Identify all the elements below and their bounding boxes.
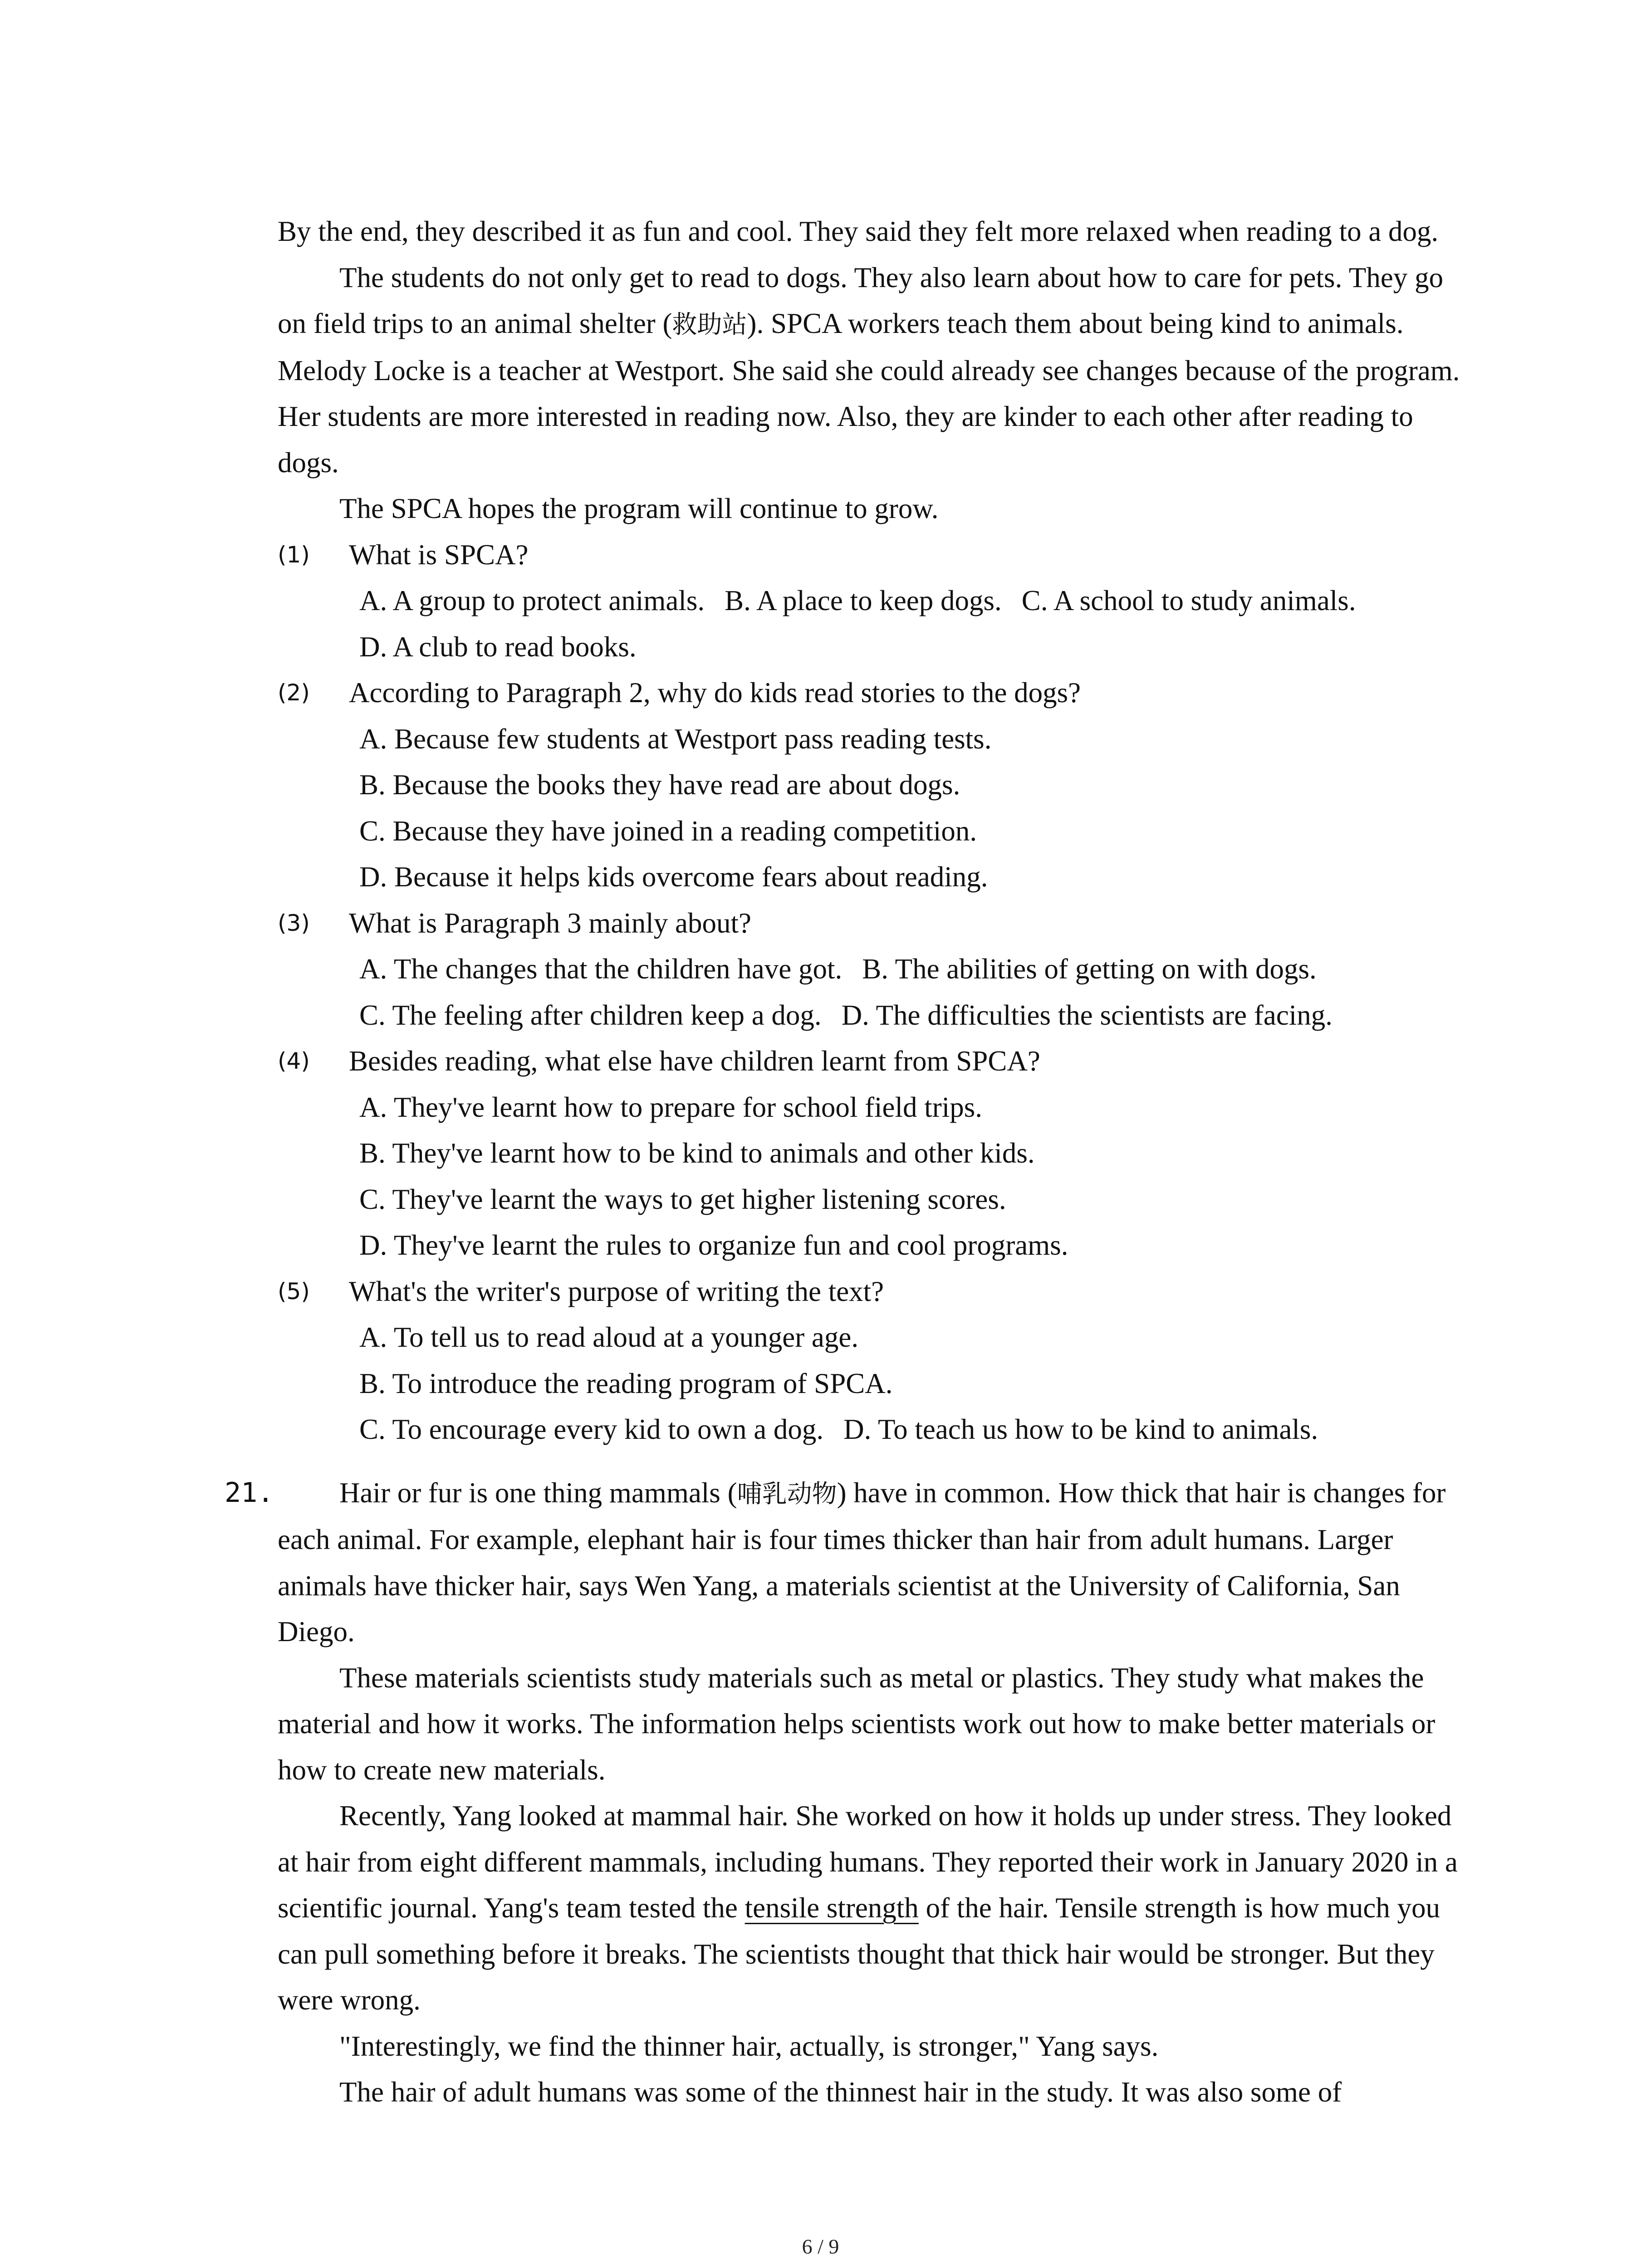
answer-option: D. Because it helps kids overcome fears about reading.	[359, 861, 988, 893]
question-number: (1)	[278, 541, 310, 568]
page-number: 6 / 9	[802, 2235, 839, 2258]
passage21-paragraph-4: "Interestingly, we find the thinner hair, actually, is stronger," Yang says.	[339, 2030, 1159, 2062]
question-4	[278, 1038, 1466, 1085]
option-line	[278, 992, 1466, 1039]
question-number: (2)	[278, 679, 310, 706]
answer-option: A. The changes that the children have got.	[359, 953, 843, 985]
answer-option: D. To teach us how to be kind to animals.	[843, 1413, 1318, 1445]
option-line	[278, 1315, 1466, 1361]
question-stem: What is Paragraph 3 mainly about?	[349, 907, 751, 939]
chinese-gloss: 哺乳动物	[737, 1479, 837, 1508]
option-line	[278, 1222, 1466, 1269]
answer-option: A. Because few students at Westport pass reading tests.	[359, 723, 992, 755]
text-run: ) have in common. How thick that hair is changes for each animal. For example, elephant hair is four times thicker than hair from adult humans. Larger animals have thicker hair, says Wen Yang, a materials scientist at the University of California, San Diego.	[278, 1476, 1446, 1647]
question-number: (4)	[278, 1048, 310, 1074]
option-line	[278, 1085, 1466, 1131]
answer-option: C. A school to study animals.	[1021, 585, 1356, 616]
question-number: (5)	[278, 1278, 310, 1305]
text-run: Recently, Yang looked at mammal hair. She worked on how it holds up under stress. They looked at hair from eight different mammals, including humans. They reported their work in January 2020 in a scientific journal. Yang's team tested the	[278, 1800, 1458, 1924]
option-line	[278, 946, 1466, 992]
answer-option: C. The feeling after children keep a dog.	[359, 999, 822, 1031]
option-line	[278, 808, 1466, 855]
question-5	[278, 1269, 1466, 1315]
passage20-paragraph-3: The SPCA hopes the program will continue to grow.	[339, 493, 939, 524]
option-line	[278, 1361, 1466, 1407]
answer-option: B. To introduce the reading program of SPCA.	[359, 1367, 893, 1399]
text-run: The students do not only get to read to dogs. They also learn about how to care for pets. They go on field trips to an animal shelter (	[278, 261, 1444, 339]
passage21-paragraph-2: These materials scientists study materials such as metal or plastics. They study what makes the material and how it works. The information helps scientists work out how to make better materials or how to create new materials.	[278, 1662, 1435, 1786]
option-line	[278, 1177, 1466, 1223]
question-stem: What is SPCA?	[349, 538, 529, 571]
question-stem: Besides reading, what else have children learnt from SPCA?	[349, 1045, 1040, 1077]
answer-option: D. They've learnt the rules to organize fun and cool programs.	[359, 1229, 1068, 1261]
questions-list	[278, 532, 1466, 1453]
question-number: (3)	[278, 909, 310, 936]
answer-option: D. A club to read books.	[359, 631, 637, 663]
page-content	[225, 209, 1466, 2116]
answer-option: A. A group to protect animals.	[359, 585, 705, 616]
answer-option: C. They've learnt the ways to get higher listening scores.	[359, 1183, 1006, 1215]
passage21-paragraph-1	[278, 1470, 1466, 1655]
underlined-term: tensile strength	[745, 1892, 919, 1924]
answer-option: B. A place to keep dogs.	[725, 585, 1002, 616]
option-line	[278, 762, 1466, 808]
text-run: of the hair. Tensile strength is how much you can pull something before it breaks. The scientists thought that thick hair would be stronger. But they were wrong.	[278, 1892, 1440, 2016]
item-number: 21.	[225, 1476, 274, 1509]
answer-option: A. To tell us to read aloud at a younger age.	[359, 1321, 859, 1353]
chinese-gloss: 救助站	[672, 310, 747, 339]
answer-option: B. The abilities of getting on with dogs.	[862, 953, 1317, 985]
question-stem: According to Paragraph 2, why do kids read stories to the dogs?	[349, 677, 1081, 709]
answer-option: C. To encourage every kid to own a dog.	[359, 1413, 824, 1445]
passage-21	[225, 1470, 1466, 2116]
option-line	[278, 1130, 1466, 1177]
question-2	[278, 670, 1466, 716]
passage21-paragraph-3	[278, 1793, 1466, 2024]
answer-option: C. Because they have joined in a reading competition.	[359, 815, 977, 847]
option-line	[278, 716, 1466, 763]
option-line	[278, 578, 1466, 624]
answer-option: B. Because the books they have read are about dogs.	[359, 769, 960, 801]
question-stem: What's the writer's purpose of writing the text?	[349, 1275, 884, 1307]
option-line	[278, 1407, 1466, 1453]
passage20-paragraph-2	[278, 255, 1466, 486]
answer-option: B. They've learnt how to be kind to animals and other kids.	[359, 1137, 1035, 1169]
passage21-paragraph-5: The hair of adult humans was some of the thinnest hair in the study. It was also some of	[339, 2076, 1342, 2108]
question-1	[278, 532, 1466, 578]
question-3	[278, 900, 1466, 947]
text-run: ). SPCA workers teach them about being kind to animals. Melody Locke is a teacher at Westport. She said she could already see changes because of the program. Her students are more interested in reading now. Also, they are kinder to each other after reading to dogs.	[278, 308, 1460, 479]
answer-option: A. They've learnt how to prepare for school field trips.	[359, 1091, 983, 1123]
option-line	[278, 624, 1466, 670]
passage20-paragraph-1: By the end, they described it as fun and cool. They said they felt more relaxed when reading to a dog.	[278, 215, 1439, 247]
option-line	[278, 854, 1466, 900]
answer-option: D. The difficulties the scientists are facing.	[841, 999, 1333, 1031]
text-run: Hair or fur is one thing mammals (	[339, 1476, 737, 1509]
